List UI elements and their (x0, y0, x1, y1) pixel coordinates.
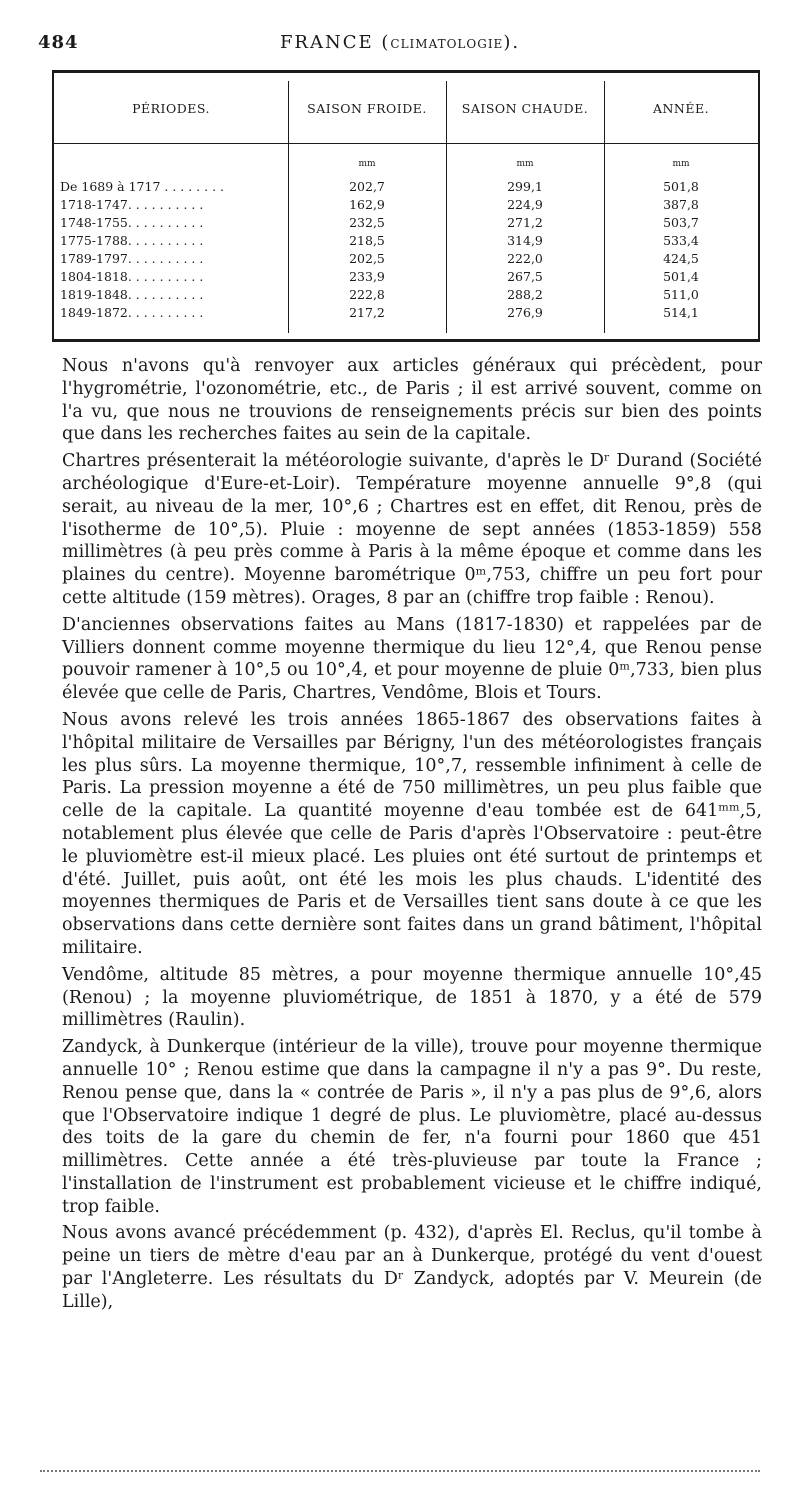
running-head-end: ). (503, 32, 521, 53)
col-header-saison-chaude: SAISON CHAUDE. (461, 101, 589, 116)
table-header-rule (54, 143, 758, 144)
paragraph: Nous avons avancé précédemment (p. 432), d'après El. Reclus, qu'il tombe à peine un tiers de mètre d'eau par an à Dunkerque, protégé du vent d'ouest par l'Angleterre. Les résultats du Dʳ Zandyck, adoptés par V. Meurein (de Lille), (62, 1223, 762, 1312)
table-cell-period: De 1689 à 1717 . . . . . . . . (60, 179, 224, 194)
table-cell-froide: 202,5 (349, 251, 385, 266)
unit-label: mm (358, 159, 376, 169)
table-cell-period: 1775-1788. . . . . . . . . . (60, 233, 204, 248)
running-head-smallcaps: CLIMATOLOGIE (390, 37, 504, 51)
col-header-periodes: PÉRIODES. (132, 101, 210, 116)
table-cell-annee: 501,8 (663, 179, 699, 194)
table-cell-period: 1718-1747. . . . . . . . . . (60, 197, 204, 212)
page-header (38, 32, 762, 56)
table-cell-period: 1804-1818. . . . . . . . . . (60, 269, 204, 284)
paragraph: Zandyck, à Dunkerque (intérieur de la ville), trouve pour moyenne thermique annuelle 10° ; Renou estime que dans la campagne il n'y a pas 9°. Du reste, Renou pense que, dans la « contrée de Paris », il n'y a pas plus de 9°,6, alors que l'Observatoire indique 1 degré de plus. Le pluviomètre, placé au-dessus des toits de la gare du chemin de fer, n'a fourni pour 1860 que 451 millimètres. Cette année a été très-pluvieuse par toute la France ; l'installation de l'instrument est probablement vicieuse et le chiffre indiqué, trop faible. (62, 1037, 762, 1217)
running-head-main: FRANCE ( (279, 32, 391, 53)
paragraph: Chartres présenterait la météorologie suivante, d'après le Dʳ Durand (Société archéologique d'Eure-et-Loir). Température moyenne annuelle 9°,8 (qui serait, au niveau de la mer, 10°,6 ; Chartres est en effet, dit Renou, près de l'isotherme de 10°,5). Pluie : moyenne de sept années (1853-1859) 558 millimètres (à peu près comme à Paris à la même époque et comme dans les plaines du centre). Moyenne barométrique 0ᵐ,753, chiffre un peu fort pour cette altitude (159 mètres). Orages, 8 par an (chiffre trop faible : Renou). (62, 451, 762, 608)
table-cell-chaude: 314,9 (507, 233, 543, 248)
table-cell-chaude: 288,2 (507, 287, 543, 302)
table-cell-froide: 217,2 (349, 305, 385, 320)
paragraph: Vendôme, altitude 85 mètres, a pour moyenne thermique annuelle 10°,45 (Renou) ; la moyenne pluviométrique, de 1851 à 1870, y a été de 579 millimètres (Raulin). (62, 964, 762, 1031)
body-text (62, 355, 762, 1318)
table-cell-annee: 387,8 (663, 197, 699, 212)
table-cell-chaude: 276,9 (507, 305, 543, 320)
footer-rule (40, 1470, 760, 1472)
table-cell-froide: 218,5 (349, 233, 385, 248)
page-number: 484 (38, 32, 79, 53)
table-cell-chaude: 224,9 (507, 197, 543, 212)
table-cell-annee: 511,0 (663, 287, 699, 302)
table-cell-froide: 233,9 (349, 269, 385, 284)
table-cell-chaude: 267,5 (507, 269, 543, 284)
table-cell-annee: 514,1 (663, 305, 699, 320)
col-header-saison-froide: SAISON FROIDE. (307, 101, 427, 116)
table-cell-period: 1748-1755. . . . . . . . . . (60, 215, 204, 230)
table-cell-annee: 503,7 (663, 215, 699, 230)
unit-label: mm (672, 159, 690, 169)
table-cell-period: 1849-1872. . . . . . . . . . (60, 305, 204, 320)
running-head (38, 32, 762, 53)
rainfall-table (52, 70, 760, 342)
unit-label: mm (516, 159, 534, 169)
table-cell-froide: 222,8 (349, 287, 385, 302)
col-header-annee: ANNÉE. (652, 101, 710, 116)
table-cell-chaude: 299,1 (507, 179, 543, 194)
table-cell-froide: 232,5 (349, 215, 385, 230)
paragraph: D'anciennes observations faites au Mans (1817-1830) et rappelées par de Villiers donnent comme moyenne thermique du lieu 12°,4, que Renou pense pouvoir ramener à 10°,5 ou 10°,4, et pour moyenne de pluie 0ᵐ,733, bien plus élevée que celle de Paris, Chartres, Vendôme, Blois et Tours. (62, 614, 762, 704)
table-cell-period: 1819-1848. . . . . . . . . . (60, 287, 204, 302)
table-cell-period: 1789-1797. . . . . . . . . . (60, 251, 204, 266)
table-cell-annee: 424,5 (663, 251, 699, 266)
table-cell-annee: 501,4 (663, 269, 699, 284)
table-cell-chaude: 271,2 (507, 215, 543, 230)
table-cell-chaude: 222,0 (507, 251, 543, 266)
paragraph: Nous avons relevé les trois années 1865-1867 des observations faites à l'hôpital militaire de Versailles par Bérigny, l'un des météorologistes français les plus sûrs. La moyenne thermique, 10°,7, ressemble infiniment à celle de Paris. La pression moyenne a été de 750 millimètres, un peu plus faible que celle de la capitale. La quantité moyenne d'eau tombée est de 641ᵐᵐ,5, notablement plus élevée que celle de Paris d'après l'Observatoire : peut-être le pluviomètre est-il mieux placé. Les pluies ont été surtout de printemps et d'été. Juillet, puis août, ont été les mois les plus chauds. L'identité des moyennes thermiques de Paris et de Versailles tient sans doute à ce que les observations dans cette dernière sont faites dans un grand bâtiment, l'hôpital militaire. (62, 709, 762, 958)
table-cell-annee: 533,4 (663, 233, 699, 248)
table-cell-froide: 202,7 (349, 179, 385, 194)
table-cell-froide: 162,9 (349, 197, 385, 212)
paragraph: Nous n'avons qu'à renvoyer aux articles généraux qui précèdent, pour l'hygrométrie, l'ozonométrie, etc., de Paris ; il est arrivé souvent, comme on l'a vu, que nous ne trouvions de renseignements précis sur bien des points que dans les recherches faites au sein de la capitale. (62, 356, 762, 445)
